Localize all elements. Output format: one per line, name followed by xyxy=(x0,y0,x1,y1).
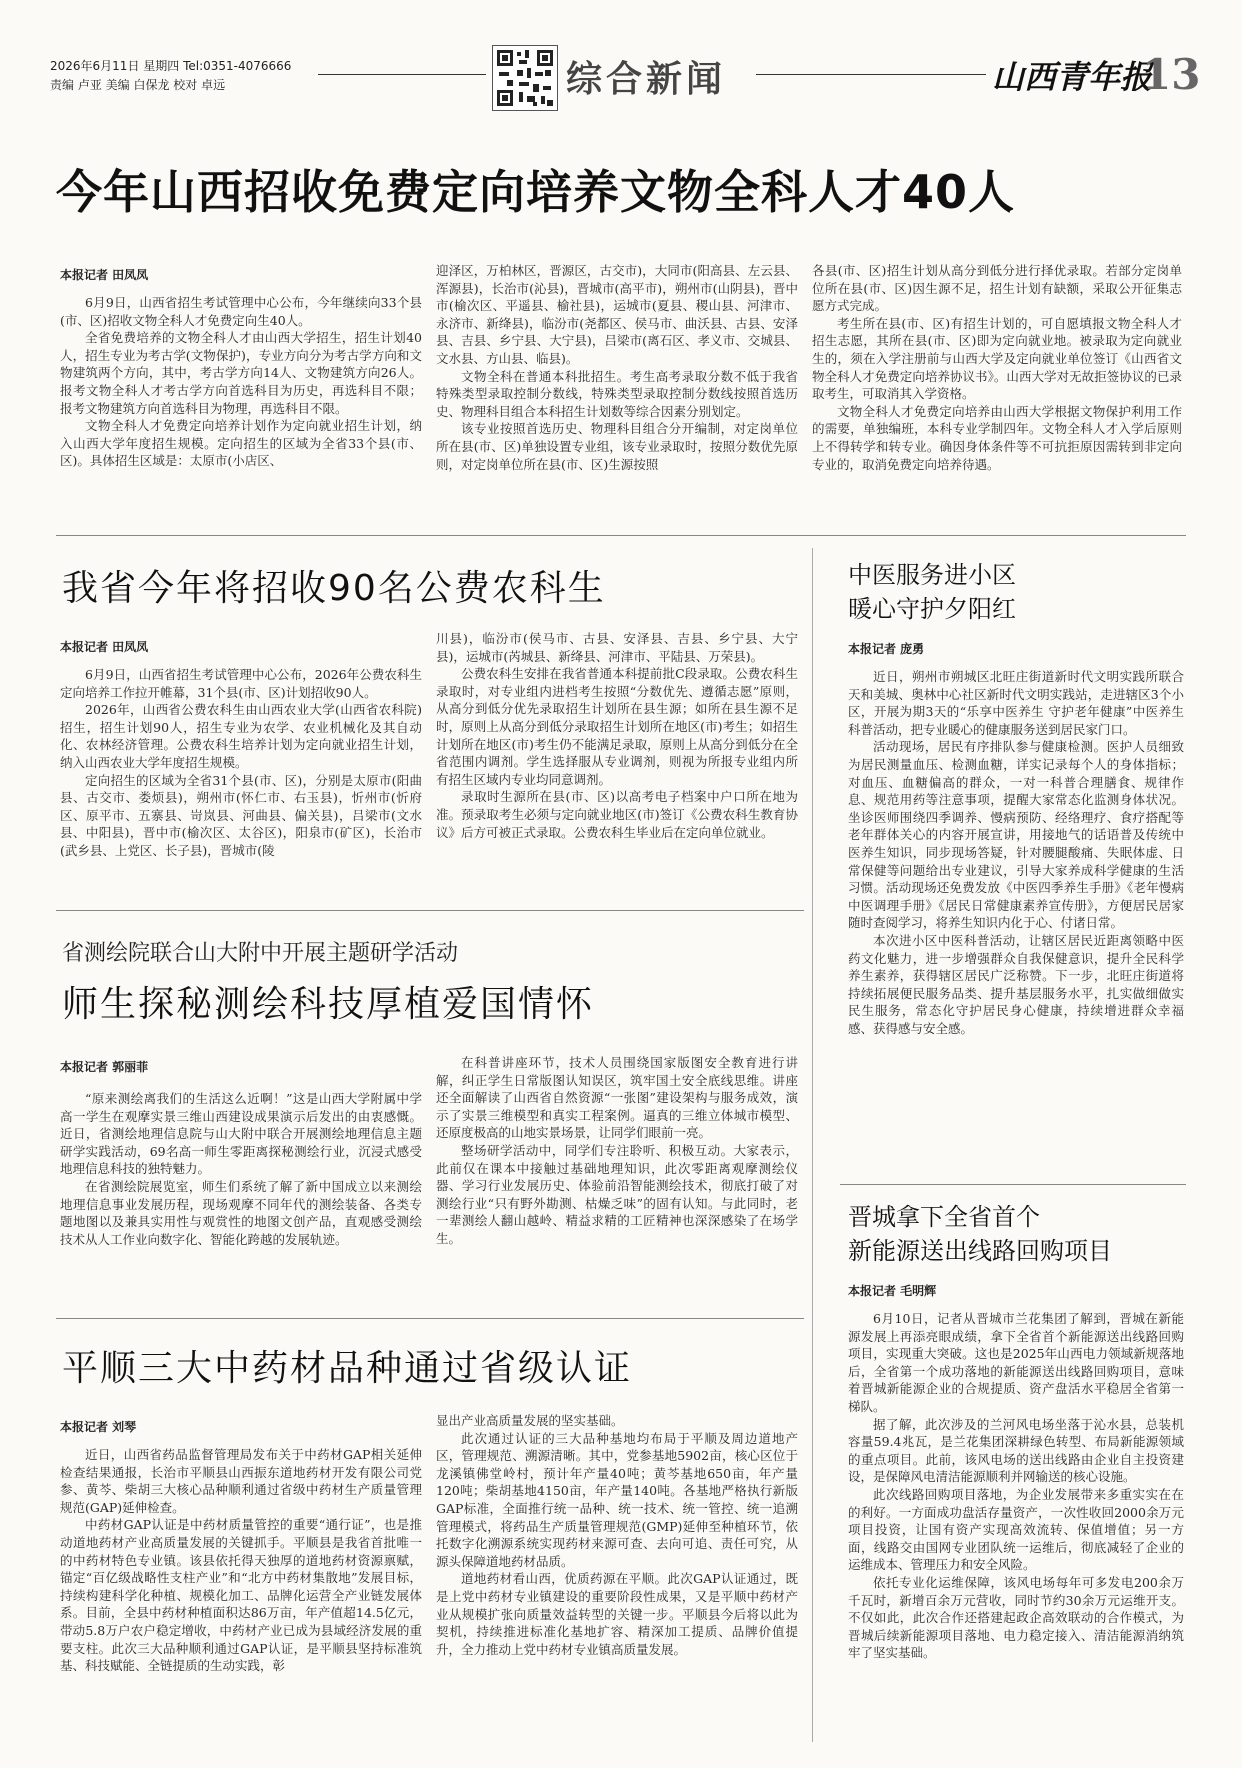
byline: 本报记者 郭丽菲 xyxy=(60,1060,149,1074)
qr-code xyxy=(492,45,558,111)
column-divider xyxy=(812,548,813,1742)
divider xyxy=(840,1184,1186,1185)
article-column: 显出产业高质量发展的坚实基础。 此次通过认证的三大品种基地均布局于平顺及周边道地产区，管理规范、溯源清晰。其中，党参基地5902亩，核心区位于龙溪镇佛堂岭村，预计年产量40吨；黄芩基地650亩，年产量120吨；柴胡基地4150亩，年产量140吨。各基地严格执行新版GAP标准，全面推行统一品种、统一技术、统一管控、统一追溯管理模式，将药品生产质量管理规范(GMP)延伸至种植环节，依托数字化溯源系统实现药材来源可查、去向可追、责任可究，从源头保障道地药材品质。 道地药材看山西，优质药源在平顺。此次GAP认证通过，既是上党中药材专业镇建设的重要阶段性成果，又是平顺中药材产业从规模扩张向质量效益转型的关键一步。平顺县今后将以此为契机，持续推进标准化基地扩容、精深加工提质、品牌价值提升，全力推动上党中药材专业镇高质量发展。 xyxy=(436,1413,798,1657)
staff-line: 责编 卢亚 美编 白保龙 校对 卓远 xyxy=(50,78,226,92)
date-line: 2026年6月11日 星期四 Tel:0351-4076666 xyxy=(50,59,292,73)
headline-herbs: 平顺三大中药材品种通过省级认证 xyxy=(62,1348,633,1389)
article-column: 近日，朔州市朔城区北旺庄街道新时代文明实践所联合天和美城、奥林中心社区新时代文明实践站，走进辖区3个小区，开展为期3天的“乐享中医养生 守护老年健康”中医养生科普活动，把专业暖心的健康服务送到居民家门口。 活动现场，居民有序排队参与健康检测。医护人员细致为居民测量血压、检测血糖，详实记录每个人的身体指标；对血压、血糖偏高的群众，一对一科普合理膳食、规律作息、规范用药等注意事项，提醒大家常态化监测身体状况。坐诊医师围绕四季调养、慢病预防、经络理疗、食疗搭配等老年群体关心的内容开展宣讲，用接地气的话语普及传统中医养生知识，同步现场答疑，针对腰腿酸痛、失眠体虚、日常保健等问题给出专业建议，引导大家养成科学健康的生活习惯。活动现场还免费发放《中医四季养生手册》《老年慢病中医调理手册》《居民日常健康素养宣传册》，方便居民居家随时查阅学习，将养生知识内化于心、付诸日常。 本次进小区中医科普活动，让辖区居民近距离领略中医药文化魅力，进一步增强群众自我保健意识，提升全民科学养生素养，获得辖区居民广泛称赞。下一步，北旺庄街道将持续拓展便民服务品类、提升基层服务水平，扎实做细做实民生服务，常态化守护居民身心健康，持续增进群众幸福感、获得感与安全感。 xyxy=(848,669,1184,1036)
header-rule-right xyxy=(756,74,986,75)
divider xyxy=(56,1318,804,1319)
article-column: 近日，山西省药品监督管理局发布关于中药材GAP相关延伸检查结果通报，长治市平顺县山西振东道地药材开发有限公司党参、黄芩、柴胡三大核心品种顺利通过省级中药材生产质量管理规范(GAP)延伸检查。 中药材GAP认证是中药材质量管控的重要“通行证”，也是推动道地药材产业高质量发展的关键抓手。平顺县是我省首批唯一的中药材特色专业镇。该县依托得天独厚的道地药材资源禀赋，锚定“百亿级战略性支柱产业”和“北方中药材集散地”发展目标，持续构建科学化种植、规模化加工、品牌化运营全产业链发展体系。目前，全县中药材种植面积达86万亩，年产值超14.5亿元，带动5.8万户农户稳定增收，中药材产业已成为县域经济发展的重要支柱。此次三大品种顺利通过GAP认证，是平顺县坚持标准筑基、科技赋能、全链提质的生动实践，彰 xyxy=(60,1447,422,1674)
byline: 本报记者 刘琴 xyxy=(60,1420,137,1434)
headline-surveying: 师生探秘测绘科技厚植爱国情怀 xyxy=(62,984,595,1025)
side-headline-tcm: 中医服务进小区 暖心守护夕阳红 xyxy=(848,561,1016,623)
page-number: 13 xyxy=(1142,50,1201,99)
divider xyxy=(56,910,804,911)
article-column: 6月10日，记者从晋城市兰花集团了解到，晋城在新能源发展上再添亮眼成绩，拿下全省首个新能源送出线路回购项目，实现重大突破。这也是2025年山西电力领域新规落地后，全省第一个成功落地的新能源送出线路回购项目，意味着晋城新能源企业的合规提质、资产盘活水平稳居全省第一梯队。 据了解，此次涉及的兰河风电场坐落于沁水县，总装机容量59.4兆瓦，是兰花集团深耕绿色转型、布局新能源领域的重点项目。此前，该风电场的送出线路由企业自主投资建设，是保障风电清洁能源顺利并网输送的核心设施。 此次线路回购项目落地，为企业发展带来多重实实在在的利好。一方面成功盘活存量资产，一次性收回2000余万元项目投资，让国有资产实现高效流转、保值增值；另一方面，线路交由国网专业团队统一运维后，彻底减轻了企业的运维成本、管理压力和安全风险。 依托专业化运维保障，该风电场每年可多发电200余万千瓦时，新增百余万元营收，同时节约30余万元运维开支。不仅如此，此次合作还搭建起政企高效联动的合作模式，为晋城后续新能源项目落地、电力稳定接入、清洁能源消纳筑牢了坚实基础。 xyxy=(848,1311,1184,1661)
divider xyxy=(56,535,1186,536)
byline: 本报记者 田凤凤 xyxy=(60,268,149,282)
article-column: 6月9日，山西省招生考试管理中心公布，2026年公费农科生定向培养工作拉开帷幕，31个县(市、区)计划招收90人。 2026年，山西省公费农科生由山西农业大学(山西省农科院)招生，招生计划90人，招生专业为农学、农业机械化及其自动化、农林经济管理。公费农科生培养计划为定向就业招生计划，纳入山西农业大学年度招生规模。 定向招生的区域为全省31个县(市、区)，分别是太原市(阳曲县、古交市、娄烦县)，朔州市(怀仁市、右玉县)，忻州市(忻府区、原平市、五寨县、岢岚县、河曲县、偏关县)，吕梁市(文水县、中阳县)，晋中市(榆次区、太谷区)，阳泉市(矿区)，长治市(武乡县、上党区、长子县)，晋城市(陵 xyxy=(60,667,422,858)
kicker: 省测绘院联合山大附中开展主题研学活动 xyxy=(62,941,459,966)
article-column: 各县(市、区)招生计划从高分到低分进行择优录取。若部分定岗单位所在县(市、区)因生源不足，招生计划有缺额，采取公开征集志愿方式完成。 考生所在县(市、区)有招生计划的，可自愿填报文物全科人才招生志愿，其所在县(市、区)即为定向就业地。被录取为定向就业生的，须在入学注册前与山西大学及定向就业单位签订《山西省文物全科人才免费定向培养协议书》。山西大学对无故拒签协议的已录取考生，可取消其入学资格。 文物全科人才免费定向培养由山西大学根据文物保护利用工作的需要，单独编班，本科专业学制四年。文物全科人才入学后原则上不得转学和转专业。确因身体条件等不可抗拒原因需转到非定向专业的，取消免费定向培养待遇。 xyxy=(812,263,1182,472)
side-headline-energy: 晋城拿下全省首个 新能源送出线路回购项目 xyxy=(848,1203,1112,1265)
article-column: 迎泽区，万柏林区，晋源区，古交市)，大同市(阳高县、左云县、浑源县)，长治市(沁县)，晋城市(高平市)，朔州市(山阴县)，晋中市(榆次区、平遥县、榆社县)，运城市(夏县、稷山县、河津市、永济市、新绛县)，临汾市(尧都区、侯马市、曲沃县、古县、安泽县、吉县、乡宁县、大宁县)，吕梁市(离石区、孝义市、交城县、文水县、方山县、临县)。 文物全科在普通本科批招生。考生高考录取分数不低于我省特殊类型录取控制分数线，特殊类型录取控制分数线按照首选历史、物理科目组合本科招生计划数等综合因素分别划定。 该专业按照首选历史、物理科目组合分开编制，对定岗单位所在县(市、区)单独设置专业组，该专业录取时，按照分数优先原则，对定岗单位所在县(市、区)生源按照 xyxy=(436,263,798,472)
article-column: “原来测绘离我们的生活这么近啊！”这是山西大学附属中学高一学生在观摩实景三维山西建设成果演示后发出的由衷感慨。近日，省测绘地理信息院与山大附中联合开展测绘地理信息主题研学实践活动，69名高一师生零距离探秘测绘行业，沉浸式感受地理信息科技的独特魅力。 在省测绘院展览室，师生们系统了解了新中国成立以来测绘地理信息事业发展历程，现场观摩不同年代的测绘装备、各类专题地图以及兼具实用性与观赏性的地图文创产品，直观感受测绘技术从人工作业向数字化、智能化跨越的发展轨迹。 xyxy=(60,1091,422,1247)
article-column: 川县)，临汾市(侯马市、古县、安泽县、吉县、乡宁县、大宁县)，运城市(芮城县、新绛县、河津市、平陆县、万荣县)。 公费农科生安排在我省普通本科提前批C段录取。公费农科生录取时，对专业组内进档考生按照“分数优先、遵循志愿”原则，从高分到低分优先录取招生计划所在县生源；如所在县生源不足时，原则上从高分到低分录取招生计划所在地区(市)考生；如招生计划所在地区(市)考生仍不能满足录取，原则上从高分到低分在全省范围内调剂。学生选择服从专业调剂，则视为所报专业组内所有招生区域内专业均同意调剂。 录取时生源所在县(市、区)以高考电子档案中户口所在地为准。预录取考生必须与定向就业地区(市)签订《公费农科生教育协议》后方可被正式录取。公费农科生毕业后在定向单位就业。 xyxy=(436,631,798,840)
header-rule-left xyxy=(318,74,486,75)
article-column: 在科普讲座环节，技术人员围绕国家版图安全教育进行讲解，纠正学生日常版图认知误区，筑牢国土安全底线思维。讲座还全面解读了山西省自然资源“一张图”建设架构与服务成效，演示了实景三维模型和真实工程案例。逼真的三维立体城市模型、还原度极高的山地实景场景，让同学们眼前一亮。 整场研学活动中，同学们专注聆听、积极互动。大家表示，此前仅在课本中接触过基础地理知识，此次零距离观摩测绘仪器、学习行业发展历史、体验前沿智能测绘技术，彻底打破了对测绘行业“只有野外勘测、枯燥乏味”的固有认知。与此同时，老一辈测绘人翻山越岭、精益求精的工匠精神也深深感染了在场学生。 xyxy=(436,1055,798,1246)
byline: 本报记者 庞勇 xyxy=(848,642,925,656)
headline-cultural-relics: 今年山西招收免费定向培养文物全科人才40人 xyxy=(56,165,1016,219)
qr-code-icon xyxy=(493,46,557,110)
byline: 本报记者 毛明辉 xyxy=(848,1284,937,1298)
headline-agri-students: 我省今年将招收90名公费农科生 xyxy=(62,568,606,609)
byline: 本报记者 田凤凤 xyxy=(60,640,149,654)
article-column: 6月9日，山西省招生考试管理中心公布，今年继续向33个县(市、区)招收文物全科人才免费定向生40人。 全省免费培养的文物全科人才由山西大学招生，招生计划40人，招生专业为考古学(文物保护)，专业方向分为考古学方向和文物建筑两个方向，其中，考古学方向14人、文物建筑方向26人。报考文物全科人才考古学方向首选科目为历史，再选科目不限；报考文物建筑方向首选科目为物理，再选科目不限。 文物全科人才免费定向培养计划作为定向就业招生计划，纳入山西大学年度招生规模。定向招生的区域为全省33个县(市、区)。具体招生区域是：太原市(小店区、 xyxy=(60,295,422,469)
section-title: 综合新闻 xyxy=(566,58,727,100)
brand-logo: 山西青年报 xyxy=(992,58,1153,96)
